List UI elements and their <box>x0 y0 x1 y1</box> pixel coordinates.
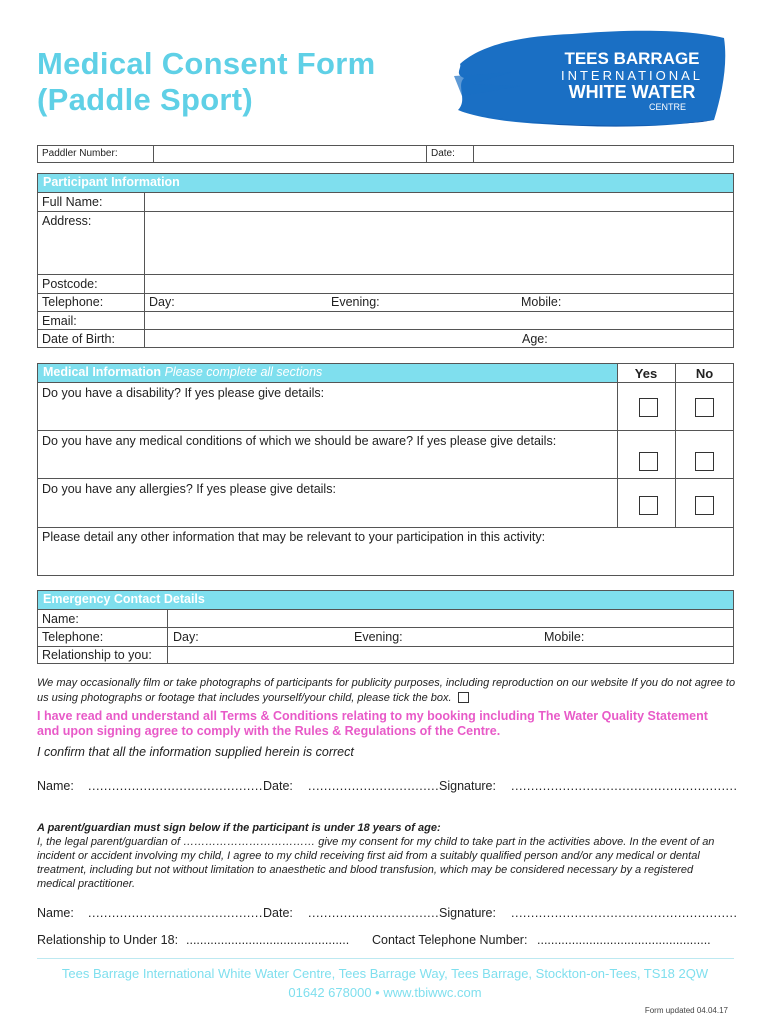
terms-statement <box>37 709 737 739</box>
medical-section <box>37 363 734 576</box>
sign1-signature-label: Signature: <box>439 779 496 793</box>
date-field[interactable] <box>474 146 733 162</box>
relationship-under18-field[interactable]: ............................................... <box>186 933 350 947</box>
email-field[interactable] <box>145 312 733 330</box>
allergies-no-checkbox[interactable] <box>695 496 714 515</box>
photo-opt-out-checkbox[interactable] <box>458 692 469 703</box>
sign1-name-field[interactable]: ............................................ <box>88 779 263 793</box>
full-name-field[interactable] <box>145 193 733 211</box>
allergies-question: Do you have any allergies? If yes please give details: <box>42 482 336 496</box>
top-row <box>37 145 734 163</box>
tbiwwc-logo <box>452 24 730 132</box>
sign2-date-field[interactable]: ................................. <box>308 906 440 920</box>
sign1-name-label: Name: <box>37 779 74 793</box>
sign2-signature-label: Signature: <box>439 906 496 920</box>
telephone-day-label[interactable]: Day: <box>149 295 175 309</box>
logo-line-4: CENTRE <box>648 102 686 112</box>
title-line-2: (Paddle Sport) <box>37 82 254 117</box>
relationship-under18-label: Relationship to Under 18: <box>37 933 179 947</box>
address-label: Address: <box>42 214 92 228</box>
postcode-field[interactable] <box>145 275 733 293</box>
medical-conditions-question: Do you have any medical conditions of which we should be aware? If yes please give details: <box>42 434 557 448</box>
emergency-header: Emergency Contact Details <box>38 591 733 609</box>
conditions-yes-checkbox[interactable] <box>639 452 658 471</box>
emergency-name-field[interactable] <box>168 610 733 628</box>
paddler-number-label: Paddler Number: <box>42 148 118 159</box>
logo-line-2: INTERNATIONAL <box>560 68 704 83</box>
photo-notice <box>37 676 737 705</box>
medical-header-title: Medical Information <box>43 365 162 379</box>
contact-telephone-label: Contact Telephone Number: <box>372 933 528 947</box>
conditions-no-checkbox[interactable] <box>695 452 714 471</box>
logo-line-1: TEES BARRAGE <box>564 49 700 68</box>
other-info-field[interactable] <box>38 546 733 575</box>
sign1-date-field[interactable]: ................................. <box>308 779 440 793</box>
sign2-name-field[interactable]: ............................................ <box>88 906 263 920</box>
emergency-day-label[interactable]: Day: <box>173 630 199 644</box>
sign1-signature-field[interactable]: ......................................................... <box>511 779 738 793</box>
telephone-label: Telephone: <box>42 295 104 309</box>
participant-section <box>37 173 734 348</box>
footer-address: Tees Barrage International White Water Centre, Tees Barrage Way, Tees Barrage, Stockton-on-Tees, TS18 2QW <box>61 966 709 981</box>
footer-divider <box>37 958 734 959</box>
date-label: Date: <box>431 148 455 159</box>
postcode-label: Postcode: <box>42 277 98 291</box>
form-updated-date: Form updated 04.04.17 <box>644 1006 728 1015</box>
guardian-heading: A parent/guardian must sign below if the participant is under 18 years of age: <box>37 822 441 834</box>
emergency-telephone-label: Telephone: <box>42 630 104 644</box>
full-name-label: Full Name: <box>42 195 103 209</box>
photo-notice-text: We may occasionally film or take photographs of participants for publicity purposes, including reproduction on our website If you do not agree to us using photographs or footage that includes yourself/your child, please tick the box. <box>37 677 736 704</box>
emergency-name-label: Name: <box>42 612 79 626</box>
participant-header: Participant Information <box>38 174 733 192</box>
disability-no-checkbox[interactable] <box>695 398 714 417</box>
age-label[interactable]: Age: <box>522 332 548 346</box>
title-line-1: Medical Consent Form <box>37 46 376 81</box>
emergency-mobile-label[interactable]: Mobile: <box>544 630 585 644</box>
terms-line-1: I have read and understand all Terms & Conditions relating to my booking including The Water Quality Statement <box>37 709 708 723</box>
confirm-statement: I confirm that all the information supplied herein is correct <box>37 745 354 759</box>
guardian-consent-text: I, the legal parent/guardian of ……………………………… give my consent for my child to take part in the activities above. In the event of an incident or accident involving my child, I agree to my child receiving first aid from a suitably qualified person and/or any medical or dental treatment, including but not without limitation to anaesthetic and blood transfusion, which may be considered necessary by a registered medical practitioner. <box>37 836 715 890</box>
telephone-evening-label[interactable]: Evening: <box>331 295 380 309</box>
sign2-name-label: Name: <box>37 906 74 920</box>
sign1-date-label: Date: <box>263 779 293 793</box>
footer-contact: 01642 678000 • www.tbiwwc.com <box>288 985 482 1000</box>
emergency-relationship-label: Relationship to you: <box>42 648 152 662</box>
medical-header <box>38 364 617 382</box>
contact-telephone-field[interactable]: .................................................. <box>537 933 711 947</box>
email-label: Email: <box>42 314 77 328</box>
emergency-evening-label[interactable]: Evening: <box>354 630 403 644</box>
page-title <box>37 46 375 118</box>
disability-yes-checkbox[interactable] <box>639 398 658 417</box>
yes-column-header: Yes <box>634 366 658 381</box>
logo-line-3: WHITE WATER <box>568 82 696 102</box>
disability-question: Do you have a disability? If yes please give details: <box>42 386 325 400</box>
allergies-yes-checkbox[interactable] <box>639 496 658 515</box>
sign2-signature-field[interactable]: ......................................................... <box>511 906 738 920</box>
medical-header-note: Please complete all sections <box>164 365 323 379</box>
paddler-number-field[interactable] <box>154 146 464 162</box>
emergency-relationship-field[interactable] <box>168 647 733 663</box>
emergency-section <box>37 590 734 664</box>
telephone-mobile-label[interactable]: Mobile: <box>521 295 562 309</box>
sign2-date-label: Date: <box>263 906 293 920</box>
dob-label: Date of Birth: <box>42 332 115 346</box>
address-field[interactable] <box>145 212 733 274</box>
other-info-question: Please detail any other information that may be relevant to your participation in this activity: <box>42 530 546 544</box>
terms-line-2: and upon signing agree to comply with the Rules & Regulations of the Centre. <box>37 724 501 738</box>
no-column-header: No <box>695 366 714 381</box>
